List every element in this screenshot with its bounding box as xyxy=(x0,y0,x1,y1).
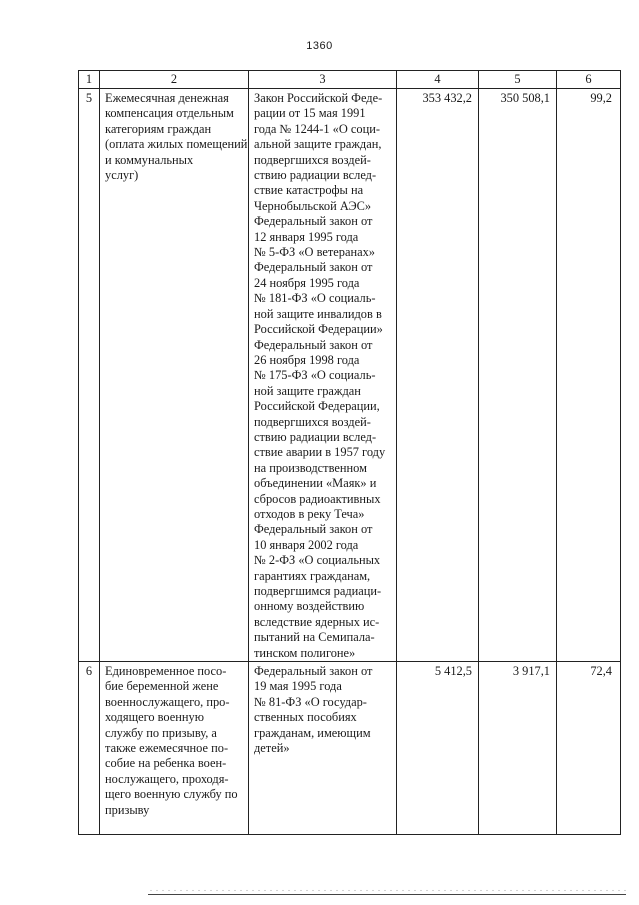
text-line: пытаний на Семипала- xyxy=(254,630,375,645)
text-line: № 2-ФЗ «О социальных xyxy=(254,553,381,568)
amount-executed: 350 508,1 xyxy=(479,89,557,662)
text-line: объединении «Маяк» и xyxy=(254,476,377,491)
amount-planned: 353 432,2 xyxy=(397,89,479,662)
text-line: Российской Федерации» xyxy=(254,322,383,337)
budget-table xyxy=(78,70,621,835)
text-line: собие на ребенка воен- xyxy=(105,756,227,771)
text-line: ствие катастрофы на xyxy=(254,183,364,198)
execution-percent: 99,2 xyxy=(557,89,621,662)
text-line: № 181-ФЗ «О социаль- xyxy=(254,291,376,306)
text-line: детей» xyxy=(254,741,290,756)
text-line: ственных пособиях xyxy=(254,710,357,725)
table-row xyxy=(79,89,621,662)
text-line: Чернобыльской АЭС» xyxy=(254,198,372,213)
text-line: Российской Федерации, xyxy=(254,399,380,414)
text-line: ствию радиации вслед- xyxy=(254,429,377,444)
text-line: подвергшихся воздей- xyxy=(254,414,371,429)
text-line: военнослужащего, про- xyxy=(105,694,230,709)
text-line: на производственном xyxy=(254,460,367,475)
text-line: бие беременной жене xyxy=(105,679,219,694)
execution-percent: 72,4 xyxy=(557,662,621,835)
text-line: 10 января 2002 года xyxy=(254,537,359,552)
legal-basis xyxy=(249,662,397,835)
header-cell-3: 3 xyxy=(249,71,397,89)
amount-planned: 5 412,5 xyxy=(397,662,479,835)
text-line: онному воздействию xyxy=(254,599,365,614)
legal-basis xyxy=(249,89,397,662)
text-line: ствие аварии в 1957 году xyxy=(254,445,386,460)
text-line: Закон Российской Феде- xyxy=(254,91,383,105)
text-line: Ежемесячная денежная xyxy=(105,91,229,105)
text-line: компенсация отдельным xyxy=(105,106,234,121)
text-line: ходящего военную xyxy=(105,710,204,725)
bottom-rule xyxy=(148,894,626,895)
text-line: щего военную службу по xyxy=(105,787,238,802)
text-line: службу по призыву, а xyxy=(105,725,217,740)
text-line: нослужащего, проходя- xyxy=(105,771,229,786)
text-line: 24 ноября 1995 года xyxy=(254,275,360,290)
text-line: вследствие ядерных ис- xyxy=(254,614,380,629)
text-line: отходов в реку Теча» xyxy=(254,506,365,521)
header-cell-6: 6 xyxy=(557,71,621,89)
text-line: 12 января 1995 года xyxy=(254,229,359,244)
text-line: ной защите граждан xyxy=(254,383,361,398)
row-number: 5 xyxy=(79,89,100,662)
text-line: сбросов радиоактивных xyxy=(254,491,381,506)
row-number: 6 xyxy=(79,662,100,835)
text-line: ствию радиации вслед- xyxy=(254,168,377,183)
text-line: подвергшимся радиаци- xyxy=(254,584,382,598)
text-line: № 175-ФЗ «О социаль- xyxy=(254,368,376,383)
text-line: ной защите инвалидов в xyxy=(254,306,382,321)
amount-executed: 3 917,1 xyxy=(479,662,557,835)
text-line: Федеральный закон от xyxy=(254,214,373,229)
text-line: тинском полигоне» xyxy=(254,645,356,660)
text-line: рации от 15 мая 1991 xyxy=(254,106,366,121)
text-line: призыву xyxy=(105,802,150,817)
benefit-name xyxy=(100,662,249,835)
text-line: услуг) xyxy=(105,168,139,183)
text-line: гарантиях гражданам, xyxy=(254,568,371,583)
header-row xyxy=(79,71,621,89)
text-line: Федеральный закон от xyxy=(254,522,373,537)
header-cell-4: 4 xyxy=(397,71,479,89)
benefit-name xyxy=(100,89,249,662)
text-line: подвергшихся воздей- xyxy=(254,152,371,167)
scan-artifact-dots xyxy=(148,889,626,892)
header-cell-2: 2 xyxy=(100,71,249,89)
text-line: года № 1244-1 «О соци- xyxy=(254,121,380,136)
text-line: № 5-ФЗ «О ветеранах» xyxy=(254,245,375,260)
text-line: Федеральный закон от xyxy=(254,260,373,275)
page-number: 1360 xyxy=(306,40,333,52)
text-line: Федеральный закон от xyxy=(254,337,373,352)
text-line: категориям граждан xyxy=(105,121,212,136)
text-line: 26 ноября 1998 года xyxy=(254,352,360,367)
text-line: 19 мая 1995 года xyxy=(254,679,342,694)
text-line: (оплата жилых помещений xyxy=(105,137,248,152)
table-row xyxy=(79,662,621,835)
text-line: также ежемесячное по- xyxy=(105,741,229,756)
header-cell-1: 1 xyxy=(79,71,100,89)
text-line: № 81-ФЗ «О государ- xyxy=(254,694,367,709)
text-line: гражданам, имеющим xyxy=(254,725,371,740)
text-line: Единовременное посо- xyxy=(105,664,227,679)
text-line: Федеральный закон от xyxy=(254,664,373,679)
header-cell-5: 5 xyxy=(479,71,557,89)
text-line: альной защите граждан, xyxy=(254,137,382,152)
text-line: и коммунальных xyxy=(105,152,194,167)
